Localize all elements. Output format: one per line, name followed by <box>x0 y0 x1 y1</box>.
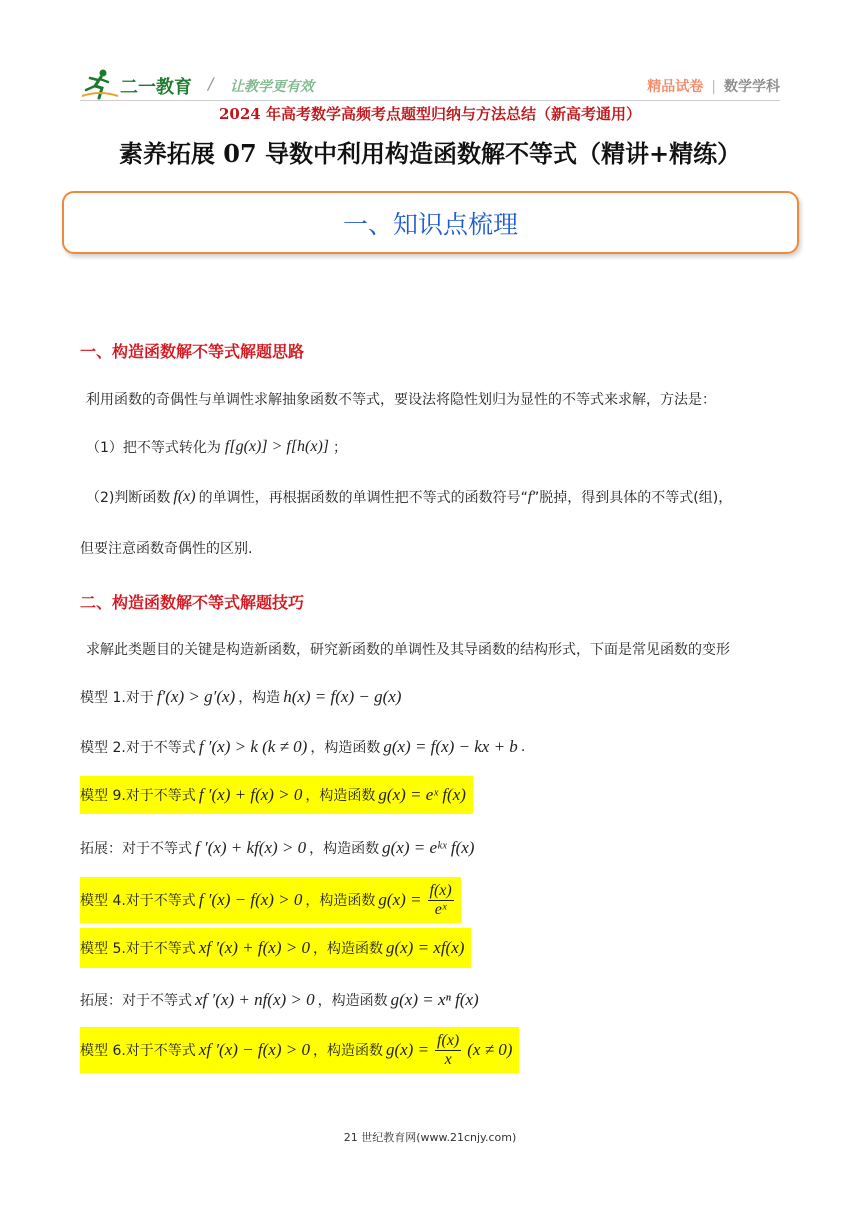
step2-a: （2)判断函数 <box>86 490 171 506</box>
model-condition: f ′(x) + kf(x) > 0 <box>195 838 307 857</box>
model-result: g(x) = xⁿ f(x) <box>390 990 479 1009</box>
model-result: g(x) = xf(x) <box>385 938 465 957</box>
model-row <box>80 990 482 1010</box>
model-mid: ，构造函数 <box>312 941 383 957</box>
part1-heading: 一、构造函数解不等式解题思路 <box>80 342 305 361</box>
model-label: 模型 4.对于不等式 <box>80 893 196 909</box>
step1-end: ； <box>333 440 348 456</box>
model-result: h(x) = f(x) − g(x) <box>283 687 402 706</box>
header-slash: / <box>208 74 214 93</box>
fraction <box>435 1032 461 1069</box>
header-right <box>647 76 780 96</box>
logo <box>80 68 330 102</box>
main-title: 素养拓展 07 导数中利用构造函数解不等式（精讲+精练） <box>118 139 742 168</box>
model-row <box>80 737 525 757</box>
model-mid: ，构造函数 <box>310 740 381 756</box>
part2-intro: 求解此类题目的关键是构造新函数，研究新函数的单调性及其导函数的结构形式，下面是常见函数的变形 <box>86 642 730 658</box>
header-tag-left: 精品试卷 <box>647 79 704 95</box>
model-label: 模型 9.对于不等式 <box>80 788 196 804</box>
model-result: g(x) = eᵏˣ f(x) <box>382 838 475 857</box>
step2-math: f(x) <box>173 488 196 505</box>
model-condition: xf ′(x) + f(x) > 0 <box>198 938 310 957</box>
model-result-lhs: g(x) = <box>385 1040 430 1059</box>
part1-step2-cont: 但要注意函数奇偶性的区别. <box>80 541 253 557</box>
fraction <box>428 882 454 919</box>
fraction-denominator: eˣ <box>434 900 447 918</box>
model-row <box>80 838 477 858</box>
model-row-highlighted <box>80 877 461 923</box>
model-label: 模型 1.对于 <box>80 690 154 706</box>
section-banner <box>62 191 799 254</box>
model-condition: f′(x) > g′(x) <box>156 687 236 706</box>
part1-intro: 利用函数的奇偶性与单调性求解抽象函数不等式，要设法将隐性划归为显性的不等式来求解，方法是： <box>86 392 716 408</box>
slogan: 让教学更有效 <box>230 79 314 95</box>
step1-text: （1）把不等式转化为 <box>86 440 221 456</box>
model-mid: ，构造函数 <box>305 893 376 909</box>
model-result: g(x) = eˣ f(x) <box>378 785 466 804</box>
model-row-highlighted <box>80 1027 519 1073</box>
step2-f: f <box>527 488 533 505</box>
model-label: 模型 5.对于不等式 <box>80 941 196 957</box>
model-label: 模型 2.对于不等式 <box>80 740 196 756</box>
subtitle: 2024 年高考数学高频考点题型归纳与方法总结（新高考通用） <box>219 105 641 123</box>
model-result: g(x) = f(x) − kx + b <box>383 737 518 756</box>
model-result-tail: (x ≠ 0) <box>467 1040 513 1059</box>
model-end: . <box>520 739 526 755</box>
model-condition: xf ′(x) − f(x) > 0 <box>198 1040 310 1059</box>
step1-math: f[g(x)] > f[h(x)] <box>224 438 330 455</box>
model-mid: ，构造函数 <box>312 1043 383 1059</box>
part2-heading: 二、构造函数解不等式解题技巧 <box>80 593 305 612</box>
header-divider <box>80 100 780 101</box>
model-condition: xf ′(x) + nf(x) > 0 <box>195 990 315 1009</box>
model-mid: ，构造函数 <box>317 993 388 1009</box>
model-condition: f ′(x) > k (k ≠ 0) <box>198 737 308 756</box>
header-tag-right: 数学学科 <box>724 79 780 95</box>
fraction-numerator: f(x) <box>429 881 452 899</box>
header-separator: | <box>711 79 716 95</box>
model-mid: ，构造函数 <box>305 788 376 804</box>
model-condition: f ′(x) − f(x) > 0 <box>198 890 303 909</box>
model-result-lhs: g(x) = <box>378 890 422 909</box>
model-condition: f ′(x) + f(x) > 0 <box>198 785 303 804</box>
part1-step1 <box>86 437 347 457</box>
runner-logo-icon <box>80 68 120 100</box>
model-label: 拓展：对于不等式 <box>80 841 192 857</box>
step2-b: 的单调性，再根据函数的单调性把不等式的函数符号“ <box>198 490 528 506</box>
model-row <box>80 687 404 707</box>
model-row-highlighted <box>80 928 471 968</box>
model-mid: ，构造 <box>238 690 281 706</box>
model-row-highlighted <box>80 776 473 814</box>
page-footer: 21 世纪教育网(www.21cnjy.com) <box>343 1131 517 1144</box>
model-mid: ，构造函数 <box>309 841 380 857</box>
step2-c: ”脱掉，得到具体的不等式(组)， <box>532 490 733 506</box>
fraction-denominator: x <box>444 1050 452 1068</box>
model-label: 模型 6.对于不等式 <box>80 1043 196 1059</box>
section-title: 一、知识点梳理 <box>342 209 518 239</box>
fraction-numerator: f(x) <box>437 1031 460 1049</box>
model-label: 拓展：对于不等式 <box>80 993 192 1009</box>
part1-step2 <box>86 487 732 507</box>
brand-name: 二一教育 <box>120 77 192 98</box>
